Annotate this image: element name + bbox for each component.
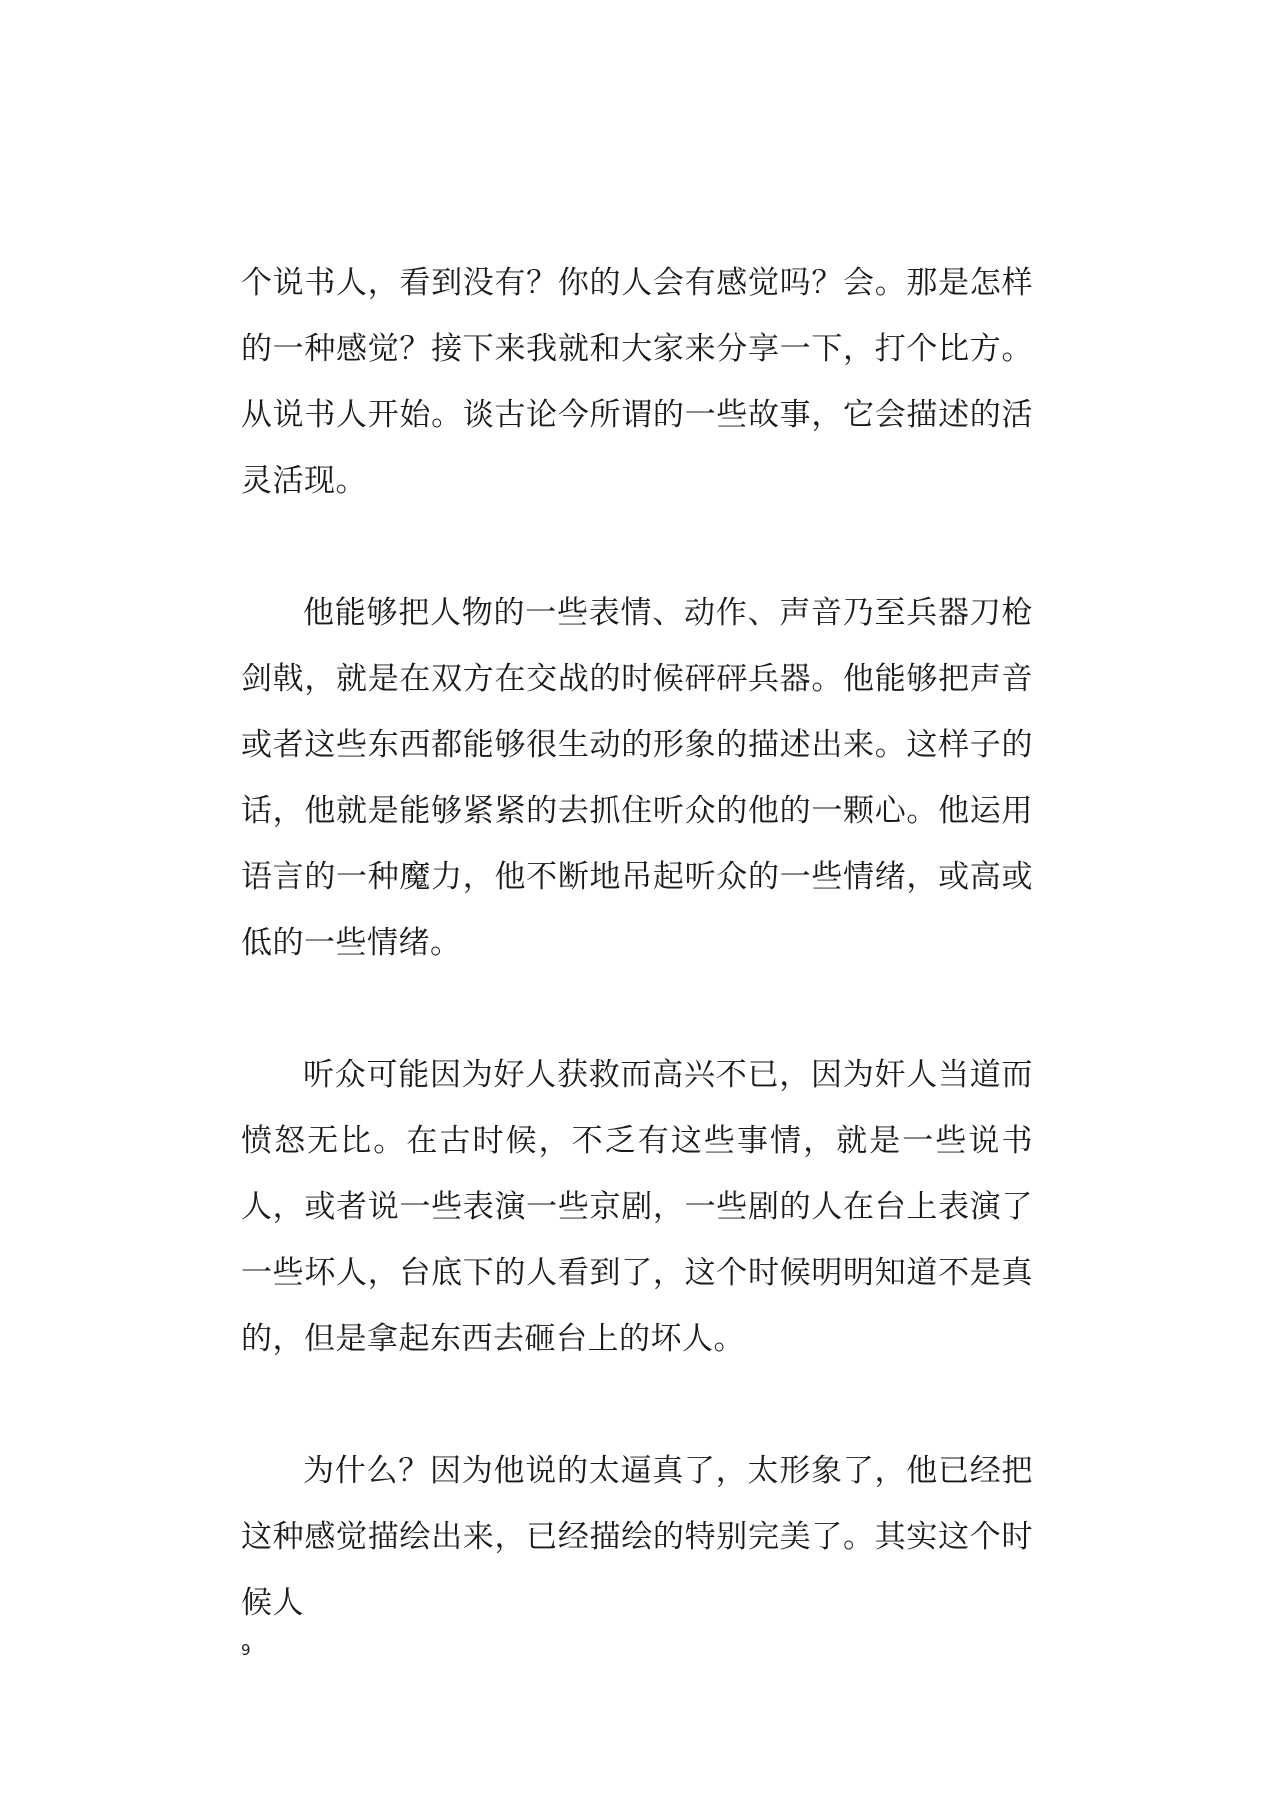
paragraph-2: 他能够把人物的一些表情、动作、声音乃至兵器刀枪剑戟，就是在双方在交战的时候砰砰兵器。他能够把声音或者这些东西都能够很生动的形象的描述出来。这样子的话，他就是能够紧紧的去抓住听众的他的一颗心。他运用语言的一种魔力，他不断地吊起听众的一些情绪，或高或低的一些情绪。 <box>241 595 1033 961</box>
body-text <box>241 250 1033 1636</box>
paragraph-4: 为什么？因为他说的太逼真了，太形象了，他已经把这种感觉描绘出来，已经描绘的特别完美了。其实这个时候人 <box>241 1453 1033 1621</box>
paragraph-3: 听众可能因为好人获救而高兴不已，因为奸人当道而愤怒无比。在古时候，不乏有这些事情，就是一些说书人，或者说一些表演一些京剧，一些剧的人在台上表演了一些坏人，台底下的人看到了，这个时候明明知道不是真的，但是拿起东西去砸台上的坏人。 <box>241 1057 1033 1357</box>
paragraph-1: 个说书人，看到没有？你的人会有感觉吗？会。那是怎样的一种感觉？接下来我就和大家来分享一下，打个比方。从说书人开始。谈古论今所谓的一些故事，它会描述的活灵活现。 <box>241 265 1033 499</box>
page-number: 9 <box>241 1641 251 1659</box>
